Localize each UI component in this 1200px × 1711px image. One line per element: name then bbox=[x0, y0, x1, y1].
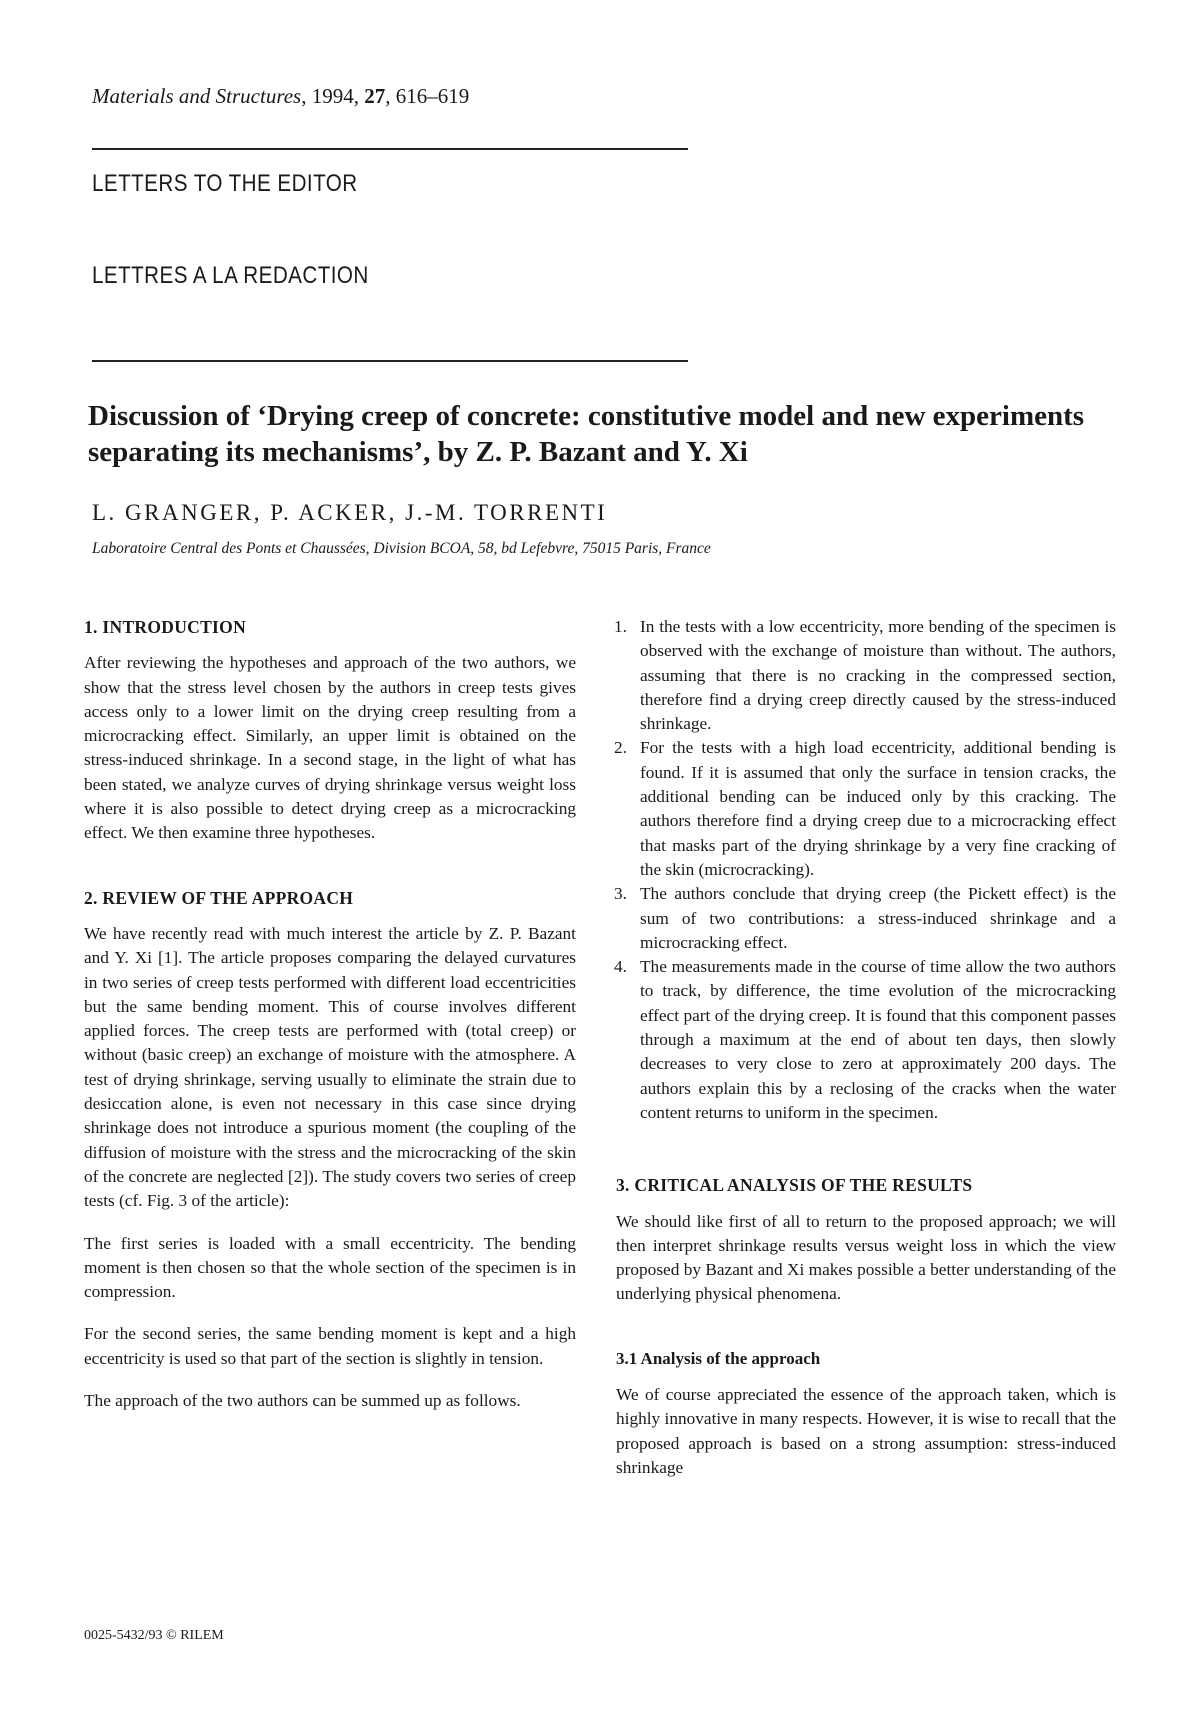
journal-name: Materials and Structures bbox=[92, 84, 302, 108]
review-paragraph-4: The approach of the two authors can be summed up as follows. bbox=[84, 1391, 521, 1411]
authors: L. GRANGER, P. ACKER, J.-M. TORRENTI bbox=[92, 500, 608, 525]
article-title: Discussion of ‘Drying creep of concrete: constitutive model and new experiments separating its mechanisms’, by Z. P. Bazant and Y. Xi bbox=[88, 400, 1085, 468]
intro-paragraph: After reviewing the hypotheses and approach of the two authors, we show that the stress level chosen by the authors in creep tests gives access only to a lower limit on the drying creep resulting from a microcracking effect. Similarly, an upper limit is obtained on the stress-induced shrinkage. In a second stage, in the light of what has been stated, we analyze curves of drying shrinkage versus weight loss where it is also possible to detect drying creep as a microcracking effect. We then examine three hypotheses. bbox=[84, 653, 576, 843]
list-item-text: For the tests with a high load eccentricity, additional bending is found. If it is assumed that only the surface in tension cracks, the additional bending can be induced only by this cracking. The authors therefore find a drying creep due to a microcracking effect that masks part of the drying shrinkage by a very fine cracking of the skin (microcracking). bbox=[640, 738, 1116, 879]
list-item-text: The measurements made in the course of time allow the two authors to track, by difference, the time evolution of the microcracking effect part of the drying creep. It is found that this component passes through a maximum at the end of about ten days, then slowly decreases to very close to zero at approximately 200 days. The authors explain this by a reclosing of the cracks when the water content returns to uniform in the specimen. bbox=[640, 957, 1116, 1122]
top-divider bbox=[92, 148, 688, 150]
section-label-english: LETTERS TO THE EDITOR bbox=[92, 170, 358, 197]
affiliation: Laboratoire Central des Ponts et Chaussées, Division BCOA, 58, bd Lefebvre, 75015 Paris, France bbox=[92, 540, 711, 557]
list-item bbox=[616, 882, 1116, 955]
summary-list bbox=[616, 615, 1116, 1125]
copyright-footer: 0025-5432/93 © RILEM bbox=[84, 1628, 224, 1643]
list-item-number: 3. bbox=[614, 884, 627, 904]
list-item-text: In the tests with a low eccentricity, more bending of the specimen is observed with the exchange of moisture than without. The authors, assuming that there is no cracking in the compressed section, therefore find a drying creep directly caused by the stress-induced shrinkage. bbox=[640, 617, 1116, 734]
list-item-text: The authors conclude that drying creep (the Pickett effect) is the sum of two contributions: a stress-induced shrinkage and a microcracking effect. bbox=[640, 884, 1116, 952]
journal-pages: , 616–619 bbox=[385, 84, 470, 108]
left-column bbox=[84, 615, 576, 1431]
journal-volume: 27 bbox=[364, 84, 386, 108]
review-heading: 2. REVIEW OF THE APPROACH bbox=[84, 887, 354, 908]
review-paragraph-1: We have recently read with much interest the article by Z. P. Bazant and Y. Xi [1]. The article proposes comparing the delayed curvatures in two series of creep tests performed with different load eccentricities but the same bending moment. This of course involves different applied forces. The creep tests are performed with (total creep) or without (basic creep) an exchange of moisture with the atmosphere. A test of drying shrinkage, serving usually to eliminate the strain due to desiccation alone, is even not necessary in this case since drying shrinkage does not introduce a spurious moment (the coupling of the diffusion of moisture with the stress and the microcracking of the skin of the concrete are neglected [2]). The study covers two series of creep tests (cf. Fig. 3 of the article): bbox=[84, 923, 576, 1211]
subsection-heading: 3.1 Analysis of the approach bbox=[616, 1348, 821, 1368]
journal-year: , 1994, bbox=[301, 84, 365, 108]
list-item-number: 2. bbox=[614, 738, 627, 758]
journal-citation bbox=[92, 84, 469, 109]
review-paragraph-2: The first series is loaded with a small eccentricity. The bending moment is then chosen so that the whole section of the specimen is in compression. bbox=[84, 1233, 576, 1302]
list-item-number: 1. bbox=[614, 617, 627, 636]
bottom-divider bbox=[92, 360, 688, 362]
intro-heading: 1. INTRODUCTION bbox=[84, 617, 247, 637]
review-paragraph-3: For the second series, the same bending moment is kept and a high eccentricity is used so that part of the section is slightly in tension. bbox=[84, 1324, 576, 1368]
subsection-paragraph: We of course appreciated the essence of the approach taken, which is highly innovative in many respects. However, it is wise to recall that the proposed approach is based on a strong assumption: stress-induced shrinkage bbox=[616, 1385, 1116, 1477]
critical-paragraph: We should like first of all to return to the proposed approach; we will then interpret shrinkage results versus weight loss in which the view proposed by Bazant and Xi makes possible a better understanding of the underlying physical phenomena. bbox=[616, 1211, 1116, 1304]
list-item bbox=[616, 955, 1116, 1125]
right-column bbox=[616, 615, 1116, 1498]
critical-heading: 3. CRITICAL ANALYSIS OF THE RESULTS bbox=[616, 1175, 973, 1196]
section-label-french: LETTRES A LA REDACTION bbox=[92, 262, 369, 289]
list-item-number: 4. bbox=[614, 957, 627, 977]
list-item bbox=[616, 736, 1116, 882]
list-item bbox=[616, 615, 1116, 736]
